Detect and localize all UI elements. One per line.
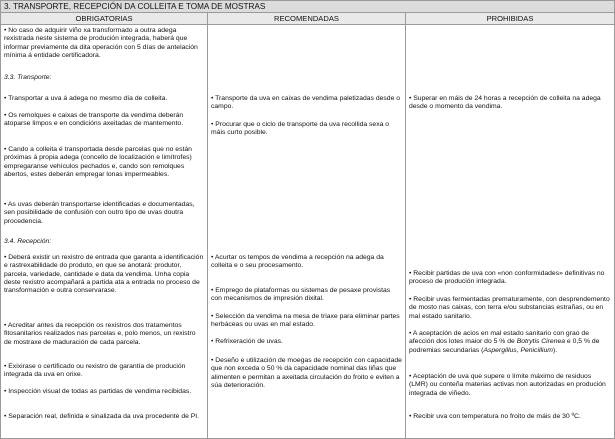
recepcion-heading: 3.4. Recepción:: [4, 238, 52, 245]
prohib-recepcion-3-text-e: ).: [552, 346, 558, 354]
recom-recepcion-3: • Selección da vendima na mesa de triaxe para eliminar partes herbáceas ou uvas en mal estado.: [211, 313, 400, 329]
prohib-recepcion-4: • Aceptación de uva que supere o límite máximo de residuos (LMR) ou conteña materias activas non autorizadas en produción integrada de viñedo.: [409, 373, 606, 397]
column-header-row: [1, 13, 614, 25]
obrig-transporte-4: • As uvas deberán transportarse identificadas e documentadas, sen posibilidade de confusión con outro tipo de uvas doutra procedencia.: [4, 201, 195, 225]
column-header-prohibidas: PROHIBIDAS: [406, 13, 614, 24]
obrig-recepcion-3: • Exixirase o certificado ou rexistro de garantía de produción integrada da uva en orixe.: [4, 363, 186, 379]
prohib-recepcion-1: • Recibir partidas de uva con «non conformidades» definitivas no proceso de produción integrada.: [409, 270, 605, 286]
recom-recepcion-1: • Acurtar os tempos de vendima a recepción na adega da colleita e o seu procesamento.: [211, 254, 384, 270]
obrigatorias-column: [1, 25, 208, 438]
obrig-recepcion-5: • Separación real, definida e sinalizada da uva procedente de PI.: [4, 413, 200, 420]
prohib-transporte-1: • Superar en máis de 24 horas a recepción de colleita na adega desde o momento da vendima.: [409, 95, 601, 111]
prohib-recepcion-5: • Recibir uva con temperatura no froito de máis de 30 ºC.: [409, 413, 581, 420]
recom-transporte-2: • Procurar que o ciclo de transporte da uva recollida sexa o máis curto posible.: [211, 121, 390, 137]
obrig-transporte-3: • Cando a colleita é transportada desde parcelas que no están próximas á propia adega (concello de localización e limítrofes) empregaranse vehículos pechados e, cando son remolques abertos, estes deberán empregar lonas impermeables.: [4, 146, 192, 178]
prohib-recepcion-3-text-a: • A aceptación de acios en mal estado sanitario con grao de afección dos lotes maior do 5 % de: [409, 330, 589, 346]
table-body: [1, 25, 614, 438]
obrig-recepcion-4: • Inspección visual de todas as partidas de vendima recibidas.: [4, 388, 192, 395]
prohib-recepcion-3-botrytis: Botrytis Cirenea: [516, 338, 566, 346]
obrig-recepcion-2: • Acreditar antes da recepción os rexistros dos tratamentos fitosanitarios realizados nas parcelas e, polo menos, un rexistro de mostraxe de maduración de cada parcela.: [4, 322, 196, 346]
prohib-recepcion-3-text-c: e 0,5 % de podremias secundarias (: [409, 338, 600, 354]
prohib-recepcion-3-fungi: Aspergillus, Penicillium: [483, 346, 553, 354]
section-title: 3. TRANSPORTE, RECEPCIÓN DA COLLEITA E TOMA DE MOSTRAS: [1, 1, 614, 13]
obrig-transporte-2: • Os remolques e caixas de transporte da vendima deberán atoparse limpos e en condicións axeitadas de mantemento.: [4, 112, 184, 128]
prohib-recepcion-2: • Recibir uvas fermentadas prematuramente, con desprendemento de mosto nas caixas, con terra e/ou substancias estrañas, ou en mal estado sanitario.: [409, 296, 610, 320]
recomendadas-column: [208, 25, 406, 438]
recom-recepcion-2: • Emprego de plataformas ou sistemas de pesaxe provistas con mecanismos de impresión dixital.: [211, 287, 391, 303]
column-header-obrigatorias: OBRIGATORIAS: [1, 13, 208, 24]
obrig-transporte-1: • Transportar a uva á adega no mesmo día de colleita.: [4, 95, 168, 102]
transporte-heading: 3.3. Transporte:: [4, 74, 52, 81]
obrig-intro: • No caso de adquirir viño xa transformado a outra adega rexistrada neste sistema de produción integrada, haberá que informar previamente da dita operación con 5 días de antelación mínima á entidade certificadora.: [4, 27, 198, 59]
recom-recepcion-5: • Deseño e utilización de moegas de recepción con capacidade que non exceda o 50 % da capacidade nominal das liñas que alimenten e permitan a axeitada circulación do froito e eviten a súa deterioración.: [211, 357, 402, 389]
column-header-recomendadas: RECOMENDADAS: [208, 13, 406, 24]
prohibidas-column: [406, 25, 614, 438]
recom-transporte-1: • Transporte da uva en caixas de vendima paletizadas desde o campo.: [211, 95, 401, 111]
prohib-recepcion-3: [409, 330, 611, 355]
recom-recepcion-4: • Refrixeración de uvas.: [211, 338, 283, 345]
obrig-recepcion-1: • Deberá existir un rexistro de entrada que garanta a identificación e rastrexabilidade do produto, en que se anotará: produtor, parcela, variedade, cantidade e data da vendima. Unha copia deste rexistro acompañará a partida ata a entrada no proceso de transformación e outra conservarase.: [4, 254, 204, 295]
